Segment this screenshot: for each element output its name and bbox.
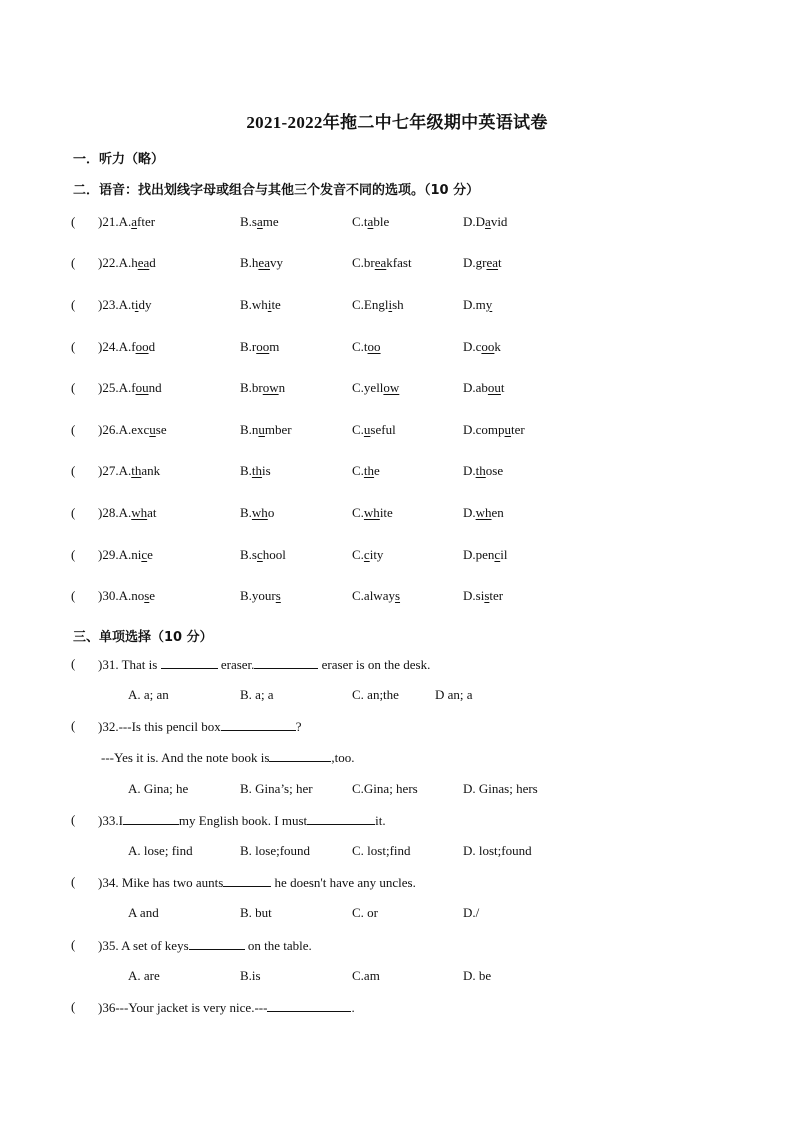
option-d[interactable]: D.sister: [463, 588, 504, 603]
exam-title: 2021-2022年拖二中七年级期中英语试卷: [246, 113, 548, 132]
option-b[interactable]: B.number: [240, 422, 292, 437]
underlined-letters: u: [504, 422, 512, 437]
answer-paren[interactable]: (: [71, 937, 76, 952]
option-c[interactable]: C.the: [352, 463, 380, 478]
underlined-letters: c: [363, 547, 370, 562]
question-32-line-2: [101, 749, 355, 766]
underlined-letters: ow: [262, 380, 279, 395]
option-d[interactable]: D.computer: [463, 422, 525, 437]
answer-paren[interactable]: (: [71, 422, 76, 437]
q31-text-pre: )31. That is: [98, 657, 161, 672]
underlined-letters: i: [134, 297, 139, 312]
underlined-letters: u: [363, 422, 371, 437]
q31-option-a[interactable]: A. a; an: [128, 687, 169, 702]
q33-text-pre: )33.I: [98, 813, 123, 828]
underlined-letters: u: [149, 422, 156, 437]
q32-option-b[interactable]: B. Gina’s; her: [240, 781, 313, 796]
q34-option-a[interactable]: A and: [128, 905, 159, 920]
phonics-row-27: [98, 463, 160, 479]
option-c[interactable]: C.yellow: [352, 380, 400, 395]
underlined-letters: c: [141, 547, 148, 562]
underlined-letters: a: [367, 214, 374, 229]
q35-option-c[interactable]: C.am: [352, 968, 380, 983]
q33-blank-1[interactable]: [123, 812, 179, 825]
option-d[interactable]: D.David: [463, 214, 508, 229]
option-b[interactable]: B.this: [240, 463, 271, 478]
phonics-row-30: [98, 588, 155, 604]
q35-text-pre: )35. A set of keys: [98, 938, 189, 953]
q31-option-c[interactable]: C. an;the: [352, 687, 399, 702]
q33-text-mid: my English book. I must: [178, 813, 308, 828]
q34-blank-1[interactable]: [223, 874, 271, 887]
answer-paren[interactable]: (: [71, 255, 76, 270]
underlined-letters: th: [363, 463, 375, 478]
answer-paren[interactable]: (: [71, 874, 76, 889]
underlined-letters: a: [485, 214, 491, 229]
underlined-letters: c: [256, 547, 263, 562]
question-34: [98, 874, 416, 891]
q32-line2-post: ,too.: [331, 750, 355, 765]
underlined-letters: oo: [135, 339, 149, 354]
answer-paren[interactable]: (: [71, 505, 76, 520]
q31-text-post: eraser is on the desk.: [318, 657, 431, 672]
underlined-letters: a: [256, 214, 263, 229]
q33-option-a[interactable]: A. lose; find: [128, 843, 193, 858]
q33-option-b[interactable]: B. lose;found: [240, 843, 311, 858]
underlined-letters: ea: [137, 255, 150, 270]
option-a[interactable]: found: [131, 380, 162, 395]
q34-option-b[interactable]: B. but: [240, 905, 272, 920]
phonics-row-23: [98, 297, 151, 313]
option-a[interactable]: excuse: [131, 422, 167, 437]
option-a[interactable]: nose: [131, 588, 156, 603]
option-b[interactable]: B.yours: [240, 588, 281, 603]
underlined-letters: y: [485, 297, 493, 312]
q32-option-d[interactable]: D. Ginas; hers: [463, 781, 538, 796]
q34-text-post: he doesn't have any uncles.: [271, 875, 416, 890]
option-d[interactable]: D.pencil: [463, 547, 508, 562]
answer-paren[interactable]: (: [71, 656, 76, 671]
option-d[interactable]: D.when: [463, 505, 504, 520]
underlined-letters: ea: [374, 255, 387, 270]
option-c[interactable]: C.English: [352, 297, 404, 312]
option-b[interactable]: B.room: [240, 339, 280, 354]
q36-text-post: .: [351, 1000, 355, 1015]
q34-option-c[interactable]: C. or: [352, 905, 378, 920]
phonics-row-22: [98, 255, 156, 271]
q32-text-pre: )32.---Is this pencil box: [98, 719, 221, 734]
section-phonics-heading: 二．语音：找出划线字母或组合与其他三个发音不同的选项。（10 分）: [73, 183, 480, 198]
phonics-row-26: [98, 422, 167, 438]
q33-blank-2[interactable]: [307, 812, 375, 825]
underlined-letters: th: [131, 463, 142, 478]
option-d[interactable]: D.my: [463, 297, 493, 312]
option-a[interactable]: thank: [131, 463, 161, 478]
option-b[interactable]: B.heavy: [240, 255, 283, 270]
underlined-letters: wh: [251, 505, 268, 520]
option-d[interactable]: D.about: [463, 380, 505, 395]
q33-option-d[interactable]: D. lost;found: [463, 843, 532, 858]
question-number: )24.A.: [98, 339, 132, 354]
option-b[interactable]: B.same: [240, 214, 279, 229]
answer-paren[interactable]: (: [71, 588, 76, 603]
underlined-letters: oo: [367, 339, 381, 354]
underlined-letters: s: [275, 588, 281, 603]
option-b[interactable]: B.brown: [240, 380, 286, 395]
q31-blank-2[interactable]: [254, 656, 318, 669]
phonics-row-24: [98, 339, 155, 355]
q33-option-c[interactable]: C. lost;find: [352, 843, 411, 858]
underlined-letters: ou: [487, 380, 501, 395]
underlined-letters: a: [131, 214, 137, 229]
underlined-letters: ow: [383, 380, 400, 395]
option-b[interactable]: B.white: [240, 297, 281, 312]
option-c[interactable]: C.white: [352, 505, 393, 520]
q32-blank-1[interactable]: [221, 718, 296, 731]
q31-option-d[interactable]: D an; a: [435, 687, 473, 702]
q32-blank-2[interactable]: [269, 749, 331, 762]
option-d[interactable]: D.great: [463, 255, 502, 270]
phonics-row-28: [98, 505, 157, 521]
option-c[interactable]: C.too: [352, 339, 381, 354]
answer-paren[interactable]: (: [71, 214, 76, 229]
option-b[interactable]: B.who: [240, 505, 275, 520]
answer-paren[interactable]: (: [71, 812, 76, 827]
section-choice-heading: 三、单项选择（10 分）: [73, 630, 213, 645]
question-number: )29.A.: [98, 547, 132, 562]
question-31: [98, 656, 430, 673]
q32-option-c[interactable]: C.Gina; hers: [352, 781, 418, 796]
q35-blank-1[interactable]: [189, 937, 245, 950]
q35-option-b[interactable]: B.is: [240, 968, 261, 983]
q32-text-post: ?: [295, 719, 302, 734]
answer-paren[interactable]: (: [71, 718, 76, 733]
phonics-row-29: [98, 547, 153, 563]
q35-option-a[interactable]: A. are: [128, 968, 160, 983]
underlined-letters: wh: [475, 505, 492, 520]
underlined-letters: oo: [481, 339, 495, 354]
option-c[interactable]: C.useful: [352, 422, 396, 437]
underlined-letters: th: [251, 463, 263, 478]
underlined-letters: c: [494, 547, 501, 562]
underlined-letters: i: [267, 297, 272, 312]
q31-blank-1[interactable]: [161, 656, 218, 669]
section-listening-heading: 一．听力（略）: [73, 152, 165, 167]
question-number: )22.A.: [98, 255, 132, 270]
answer-paren[interactable]: (: [71, 297, 76, 312]
underlined-letters: wh: [363, 505, 380, 520]
underlined-letters: th: [475, 463, 486, 478]
answer-paren[interactable]: (: [71, 339, 76, 354]
question-36: [98, 999, 355, 1016]
underlined-letters: s: [484, 588, 490, 603]
q32-option-a[interactable]: A. Gina; he: [128, 781, 189, 796]
underlined-letters: s: [394, 588, 401, 603]
question-number: )28.A.: [98, 505, 132, 520]
option-a[interactable]: food: [131, 339, 156, 354]
answer-paren[interactable]: (: [71, 547, 76, 562]
question-32: [98, 718, 302, 735]
underlined-letters: oo: [256, 339, 270, 354]
underlined-letters: ou: [135, 380, 149, 395]
q34-text-pre: )34. Mike has two aunts: [98, 875, 224, 890]
question-number: )23.A.: [98, 297, 132, 312]
q34-option-d[interactable]: D./: [463, 905, 480, 920]
option-c[interactable]: C.always: [352, 588, 401, 603]
answer-paren[interactable]: (: [71, 380, 76, 395]
question-number: )30.A.: [98, 588, 132, 603]
underlined-letters: u: [258, 422, 265, 437]
q31-text-mid: eraser.: [217, 657, 255, 672]
answer-paren[interactable]: (: [71, 999, 76, 1014]
question-number: )26.A.: [98, 422, 132, 437]
underlined-letters: s: [144, 588, 150, 603]
question-number: )21.A.: [98, 214, 132, 229]
q36-blank-1[interactable]: [267, 999, 351, 1012]
phonics-row-25: [98, 380, 162, 396]
underlined-letters: ea: [258, 255, 270, 270]
question-33: [98, 812, 386, 829]
option-c[interactable]: C.table: [352, 214, 390, 229]
q35-text-post: on the table.: [244, 938, 312, 953]
option-a[interactable]: after: [131, 214, 156, 229]
q33-text-post: it.: [375, 813, 386, 828]
phonics-row-21: [98, 214, 155, 230]
q36-text-pre: )36---Your jacket is very nice.---: [98, 1000, 268, 1015]
question-number: )25.A.: [98, 380, 132, 395]
option-d[interactable]: D.cook: [463, 339, 501, 354]
answer-paren[interactable]: (: [71, 463, 76, 478]
option-a[interactable]: nice: [131, 547, 153, 562]
underlined-letters: i: [388, 297, 393, 312]
q31-option-b[interactable]: B. a; a: [240, 687, 274, 702]
underlined-letters: ea: [486, 255, 499, 270]
option-c[interactable]: C.city: [352, 547, 384, 562]
option-a[interactable]: tidy: [131, 297, 152, 312]
question-number: )27.A.: [98, 463, 132, 478]
option-d[interactable]: D.those: [463, 463, 504, 478]
question-35: [98, 937, 312, 954]
q35-option-d[interactable]: D. be: [463, 968, 492, 983]
q32-line2-pre: ---Yes it is. And the note book is: [101, 750, 270, 765]
option-c[interactable]: C.breakfast: [352, 255, 412, 270]
option-a[interactable]: what: [131, 505, 157, 520]
option-b[interactable]: B.school: [240, 547, 286, 562]
option-a[interactable]: head: [131, 255, 156, 270]
underlined-letters: wh: [131, 505, 148, 520]
